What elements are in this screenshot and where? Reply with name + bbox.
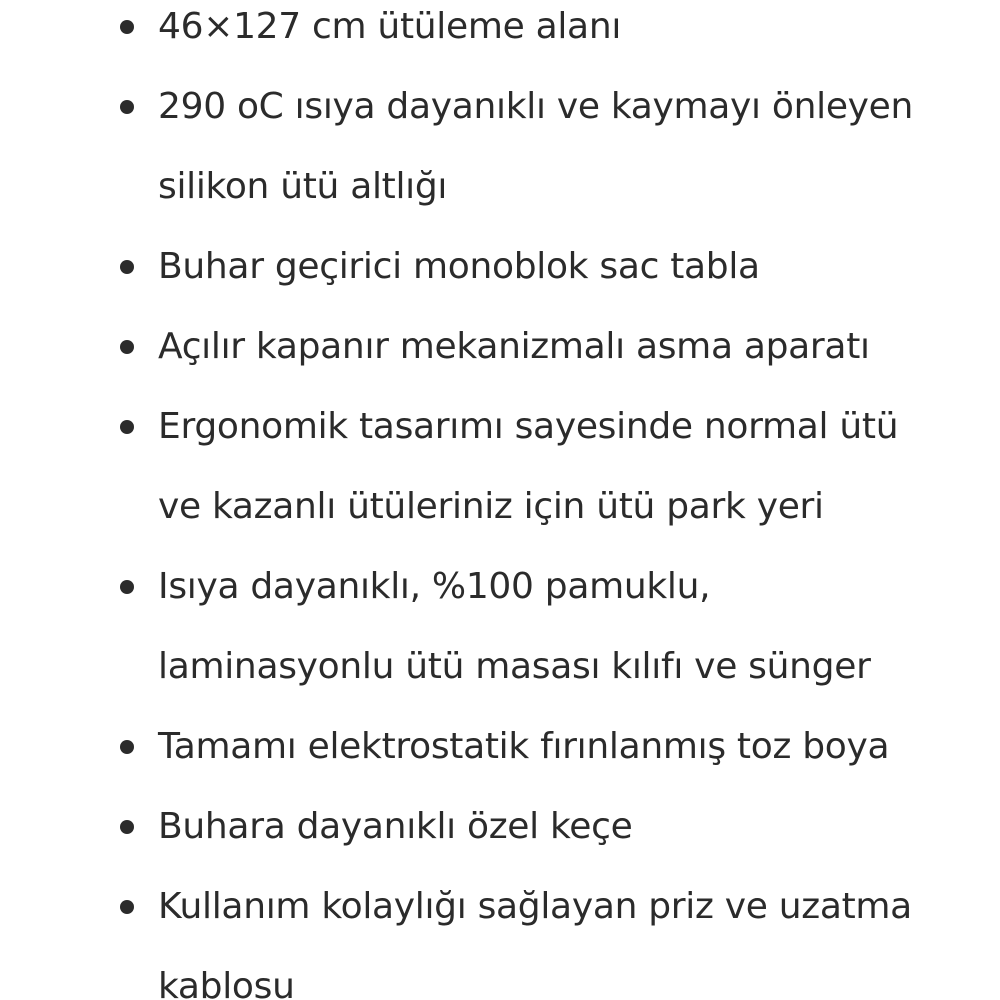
bullet-icon: [120, 20, 134, 34]
list-item: [0, 387, 1000, 547]
list-item-text: silikon ütü altlığı: [158, 166, 448, 207]
list-item-text: 46×127 cm ütüleme alanı: [158, 6, 622, 47]
list-item: [0, 227, 1000, 307]
bullet-icon: [120, 100, 134, 114]
list-item: [0, 547, 1000, 707]
list-item-text: kablosu: [158, 966, 295, 1000]
bullet-icon: [120, 740, 134, 754]
list-item-text: ve kazanlı ütüleriniz için ütü park yeri: [158, 486, 824, 527]
bullet-icon: [120, 340, 134, 354]
list-item: [0, 307, 1000, 387]
list-item-text: Kullanım kolaylığı sağlayan priz ve uzatma: [158, 886, 912, 927]
bullet-icon: [120, 260, 134, 274]
list-item-text: Buhar geçirici monoblok sac tabla: [158, 246, 760, 287]
list-item: [0, 707, 1000, 787]
list-item-text: Tamamı elektrostatik fırınlanmış toz boya: [158, 726, 890, 767]
list-item: [0, 0, 1000, 67]
list-item: [0, 67, 1000, 227]
list-item-text: laminasyonlu ütü masası kılıfı ve sünger: [158, 646, 871, 687]
bullet-icon: [120, 580, 134, 594]
list-item-text: 290 oC ısıya dayanıklı ve kaymayı önleyen: [158, 86, 914, 127]
list-item-text: Ergonomik tasarımı sayesinde normal ütü: [158, 406, 899, 447]
list-item: [0, 867, 1000, 1000]
bullet-icon: [120, 820, 134, 834]
list-item-text: Buhara dayanıklı özel keçe: [158, 806, 633, 847]
bullet-icon: [120, 900, 134, 914]
list-item-text: Açılır kapanır mekanizmalı asma aparatı: [158, 326, 870, 367]
list-item: [0, 787, 1000, 867]
list-item-text: Isıya dayanıklı, %100 pamuklu,: [158, 566, 711, 607]
bullet-icon: [120, 420, 134, 434]
